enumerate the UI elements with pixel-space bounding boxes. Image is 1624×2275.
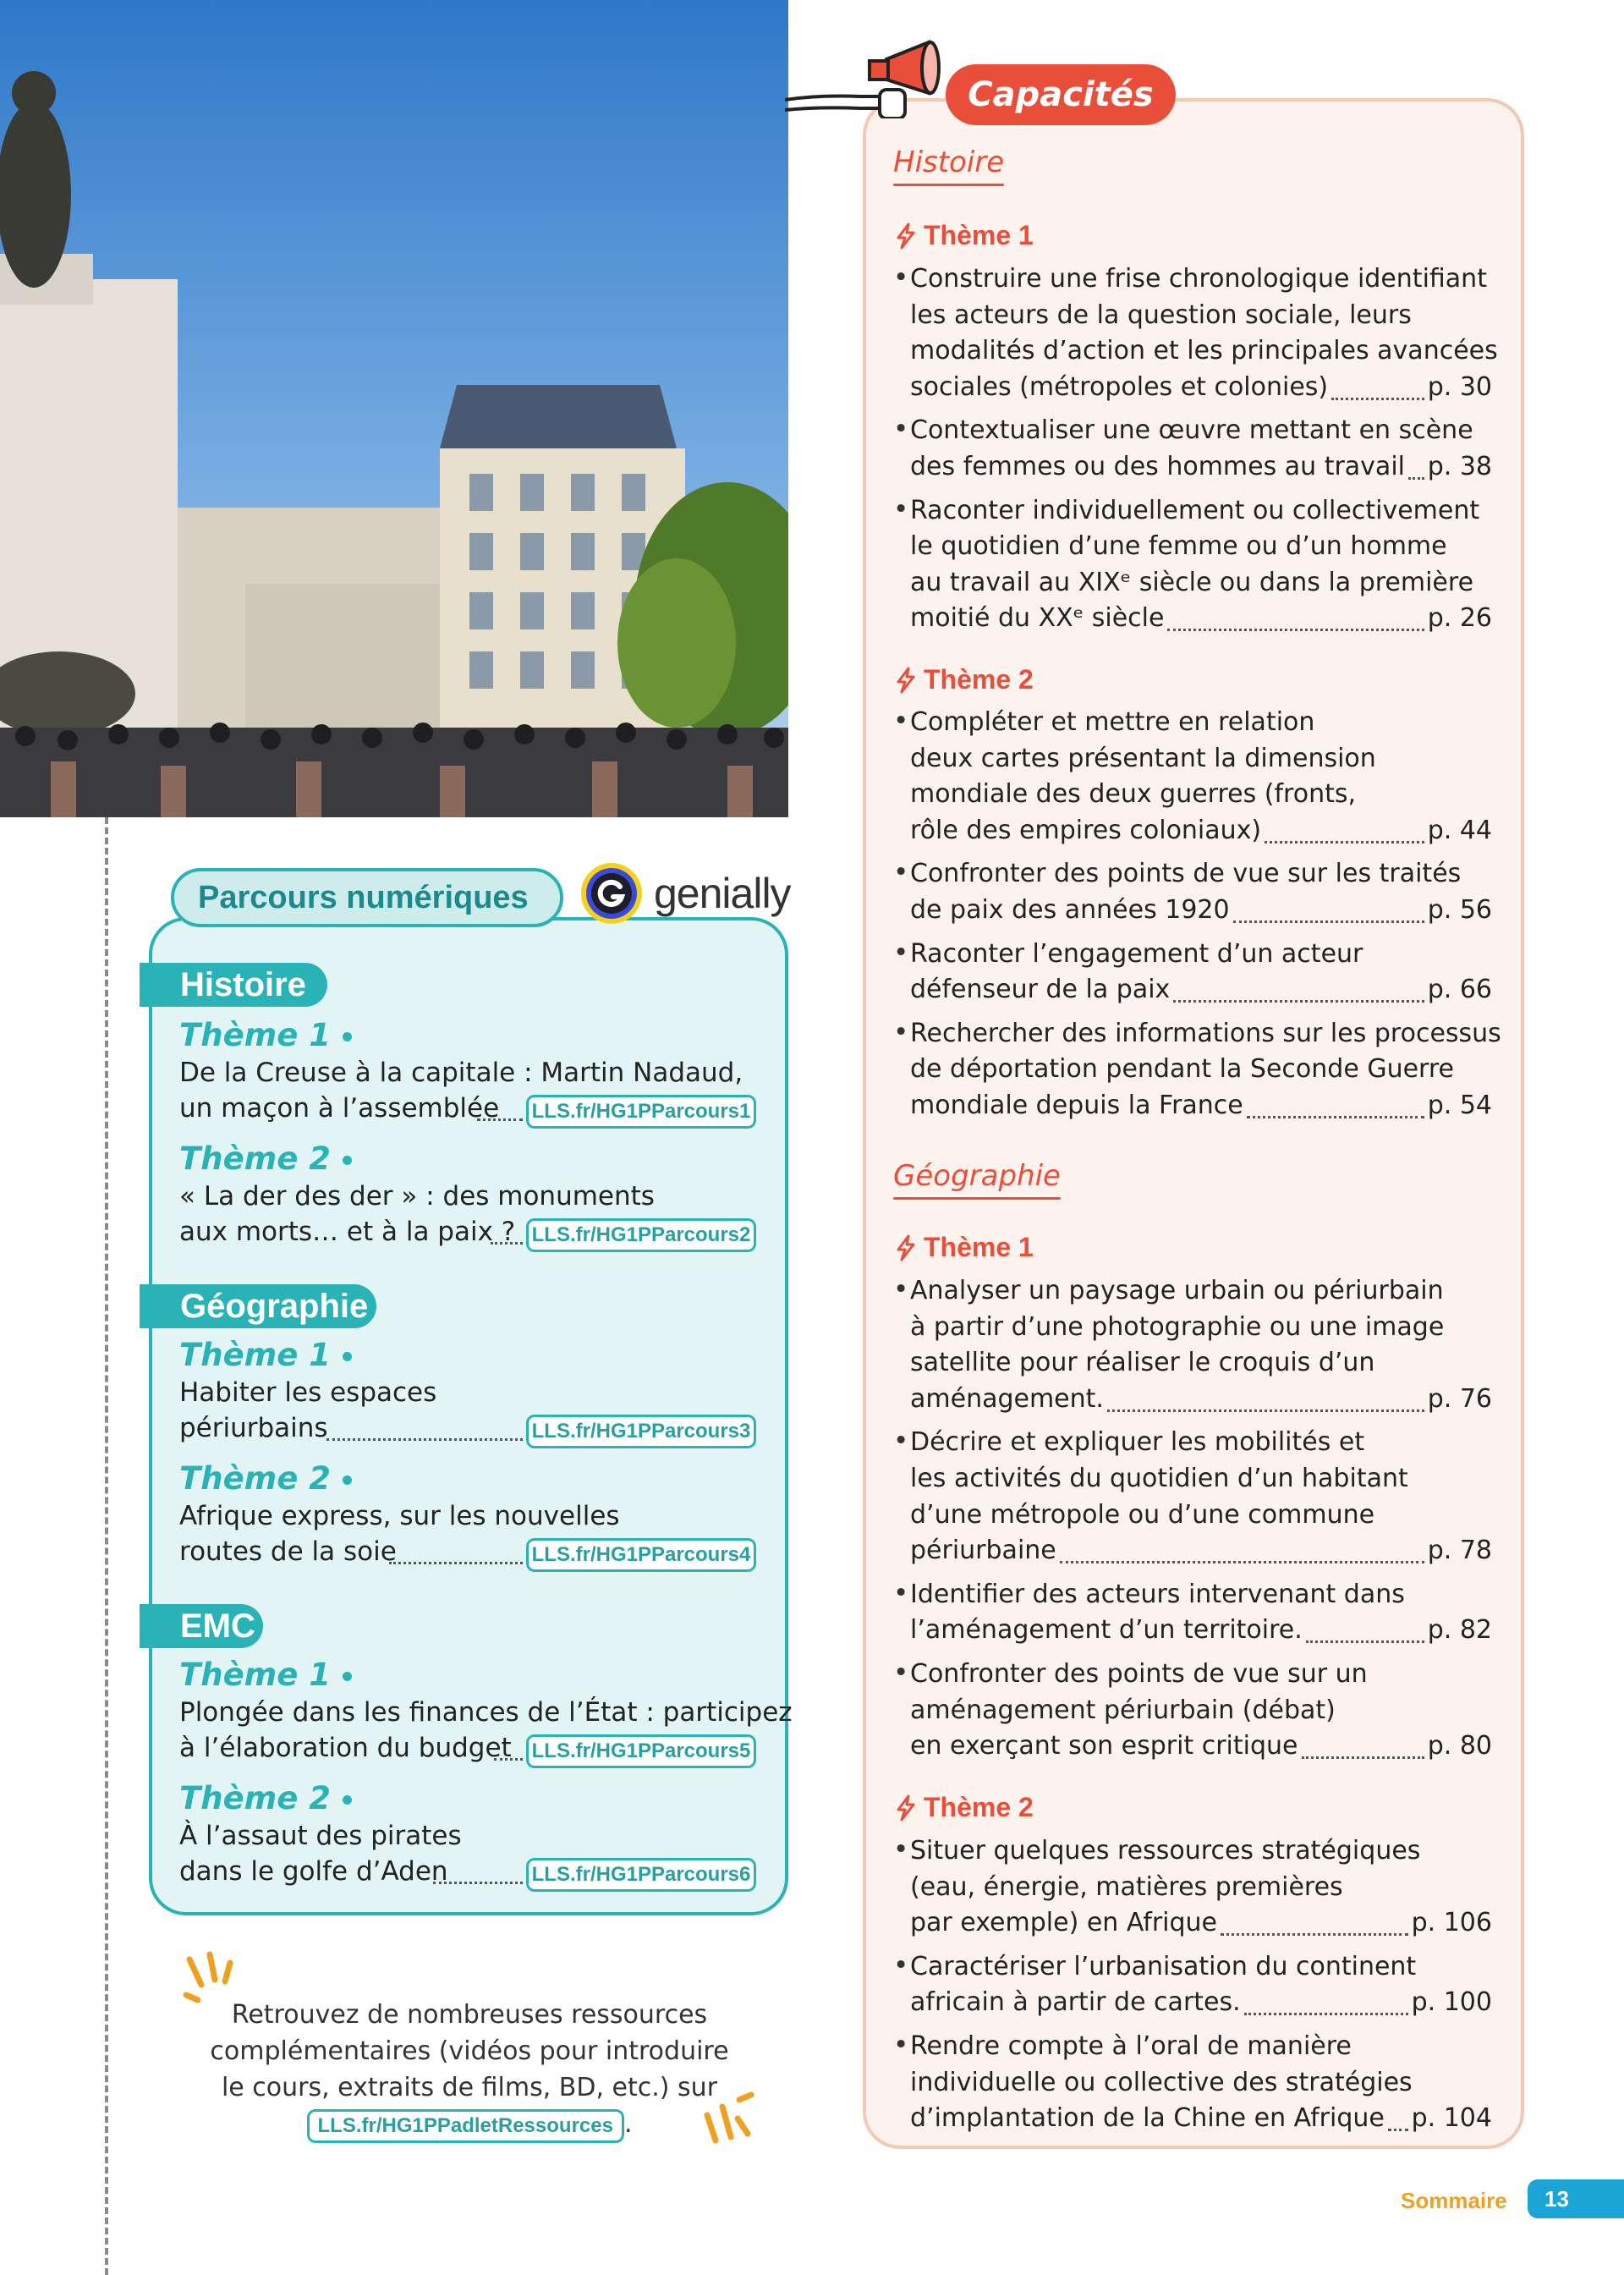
capacite-line: de paix des années 1920 — [910, 895, 1230, 925]
capacites-histoire-theme2: Thème 2 — [893, 664, 1034, 695]
capacites-geographie-theme2: Thème 2 — [893, 1792, 1034, 1823]
capacite-line: africain à partir de cartes. — [910, 1987, 1241, 2018]
leader-dots — [1265, 841, 1424, 844]
capacite-line: (eau, énergie, matières premières — [910, 1871, 1343, 1902]
dashed-margin-line — [105, 817, 108, 2275]
capacite-line: périurbaine — [910, 1536, 1056, 1566]
leader-dots — [1247, 1116, 1424, 1118]
capacite-line: l’aménagement d’un territoire. — [910, 1615, 1303, 1646]
capacite-line: Raconter individuellement ou collectivement — [910, 495, 1480, 525]
bullet: • — [893, 937, 909, 968]
parcours-emc-theme1-line1: Plongée dans les finances de l’État : participez — [179, 1697, 793, 1728]
leader-dots — [326, 1438, 523, 1441]
capacite-line: le quotidien d’une femme ou d’un homme — [910, 531, 1447, 562]
genially-icon — [579, 861, 644, 926]
note-line1: Retrouvez de nombreuses ressources — [231, 2000, 708, 2030]
padlet-link[interactable]: LLS.fr/HG1PPadletRessources — [307, 2109, 624, 2143]
capacite-line: Compléter et mettre en relation — [910, 707, 1315, 737]
leader-dots — [1233, 920, 1424, 923]
parcours-emc-theme1-line2: à l’élaboration du budget — [179, 1733, 512, 1763]
capacite-line: aménagement périurbain (débat) — [910, 1695, 1336, 1725]
parcours-link-5[interactable]: LLS.fr/HG1PParcours5 — [526, 1734, 756, 1768]
bullet: • — [893, 262, 909, 293]
parcours-link-2[interactable]: LLS.fr/HG1PParcours2 — [526, 1218, 756, 1252]
leader-dots — [494, 1758, 523, 1761]
capacites-title: Capacités — [946, 64, 1176, 125]
resources-note — [186, 1997, 753, 2143]
leader-dots — [389, 1562, 523, 1564]
parcours-geographie-theme2-line2: routes de la soie — [179, 1536, 397, 1567]
capacite-line: à partir d’une photographie ou une image — [910, 1311, 1445, 1342]
lightning-icon — [893, 1794, 919, 1822]
bullet: • — [893, 1426, 909, 1457]
capacite-line: moitié du XXᵉ siècle — [910, 603, 1165, 634]
capacite-line: d’implantation de la Chine en Afrique — [910, 2103, 1385, 2134]
bullet: • — [893, 493, 909, 525]
page-reference[interactable]: p. 80 — [1427, 1731, 1492, 1761]
capacite-line: mondiale depuis la France — [910, 1091, 1243, 1120]
parcours-histoire-theme1-line1: De la Creuse à la capitale : Martin Nadaud, — [179, 1058, 743, 1088]
leader-dots — [477, 1118, 523, 1121]
capacite-line: Rendre compte à l’oral de manière — [910, 2031, 1352, 2061]
parcours-histoire-label: Histoire — [140, 963, 327, 1007]
capacite-line: défenseur de la paix — [910, 975, 1171, 1005]
leader-dots — [491, 1242, 523, 1245]
leader-dots — [1388, 2129, 1408, 2131]
lightning-icon — [893, 667, 919, 694]
parcours-geographie-theme1: Thème 1 — [179, 1337, 352, 1373]
parcours-link-1[interactable]: LLS.fr/HG1PParcours1 — [526, 1095, 756, 1129]
capacite-line: Raconter l’engagement d’un acteur — [910, 938, 1363, 969]
capacites-geographie-label: Géographie — [893, 1159, 1061, 1193]
leader-dots — [1306, 1640, 1424, 1643]
parcours-title: Parcours numériques — [171, 868, 563, 927]
capacite-line: par exemple) en Afrique — [910, 1908, 1218, 1938]
capacite-line: Contextualiser une œuvre mettant en scène — [910, 415, 1473, 446]
bullet: • — [893, 857, 909, 888]
page-reference[interactable]: p. 56 — [1427, 895, 1492, 925]
parcours-histoire-theme1: Thème 1 — [179, 1017, 352, 1053]
capacite-line: les activités du quotidien d’un habitant — [910, 1464, 1408, 1493]
parcours-geographie-label: Géographie — [140, 1284, 376, 1328]
page-reference[interactable]: p. 26 — [1427, 603, 1492, 634]
leader-dots — [433, 1882, 523, 1884]
page-reference[interactable]: p. 82 — [1427, 1615, 1492, 1646]
parcours-geographie-theme1-line1: Habiter les espaces — [179, 1377, 437, 1408]
parcours-link-6[interactable]: LLS.fr/HG1PParcours6 — [526, 1858, 756, 1892]
leader-dots — [1167, 629, 1424, 631]
leader-dots — [1107, 1410, 1424, 1412]
capacite-line: les acteurs de la question sociale, leurs — [910, 299, 1412, 330]
parcours-emc-theme1: Thème 1 — [179, 1657, 352, 1693]
parcours-histoire-theme2: Thème 2 — [179, 1140, 352, 1177]
capacite-line: des femmes ou des hommes au travail — [910, 452, 1405, 481]
leader-dots — [1060, 1561, 1424, 1563]
capacite-line: en exerçant son esprit critique — [910, 1731, 1298, 1761]
megaphone-icon — [785, 34, 954, 118]
parcours-link-4[interactable]: LLS.fr/HG1PParcours4 — [526, 1538, 756, 1572]
parcours-histoire-theme2-line1: « La der des der » : des monuments — [179, 1181, 655, 1212]
capacite-line: rôle des empires coloniaux) — [910, 815, 1262, 845]
bullet: • — [893, 1274, 909, 1305]
bullet: • — [893, 1577, 909, 1608]
capacite-line: Rechercher des informations sur les processus — [910, 1018, 1501, 1048]
parcours-geographie-theme2: Thème 2 — [179, 1460, 352, 1497]
page-reference[interactable]: p. 54 — [1427, 1091, 1492, 1120]
leader-dots — [1331, 398, 1424, 400]
page-reference[interactable]: p. 44 — [1427, 815, 1492, 845]
capacite-line: Analyser un paysage urbain ou périurbain — [910, 1276, 1444, 1305]
leader-dots — [1244, 2013, 1408, 2015]
bullet: • — [893, 706, 909, 736]
parcours-link-3[interactable]: LLS.fr/HG1PParcours3 — [526, 1415, 756, 1448]
parcours-geographie-theme1-line2: périurbains — [179, 1413, 328, 1443]
parcours-emc-theme2-line1: À l’assaut des pirates — [179, 1821, 462, 1851]
page-reference[interactable]: p. 100 — [1411, 1987, 1492, 2018]
sparkle-icon — [697, 2090, 756, 2149]
capacite-line: modalités d’action et les principales avancées — [910, 336, 1498, 366]
note-line3: le cours, extraits de films, BD, etc.) sur — [221, 2073, 718, 2102]
parcours-emc-theme2: Thème 2 — [179, 1780, 352, 1816]
page-reference[interactable]: p. 30 — [1427, 371, 1492, 402]
capacite-line: individuelle ou collective des stratégies — [910, 2067, 1413, 2097]
capacite-line: au travail au XIXᵉ siècle ou dans la première — [910, 567, 1474, 597]
capacite-line: satellite pour réaliser le croquis d’un — [910, 1348, 1375, 1378]
leader-dots — [1221, 1933, 1408, 1936]
parcours-histoire-theme1-line2: un maçon à l’assemblée — [179, 1093, 500, 1124]
page-reference[interactable]: p. 106 — [1411, 1908, 1492, 1938]
page-number: 13 — [1528, 2179, 1624, 2218]
bullet: • — [893, 1657, 909, 1688]
note-line4 — [186, 2106, 753, 2143]
place-de-la-republique-photo — [0, 0, 788, 817]
page-reference[interactable]: p. 104 — [1411, 2103, 1492, 2134]
capacites-histoire-label: Histoire — [893, 146, 1004, 179]
parcours-histoire-theme2-line2: aux morts… et à la paix ? — [179, 1217, 516, 1247]
page-reference[interactable]: p. 38 — [1427, 452, 1492, 481]
genially-wordmark: genially — [654, 870, 791, 917]
capacite-line: deux cartes présentant la dimension — [910, 743, 1376, 773]
capacite-line: Identifier des acteurs intervenant dans — [910, 1579, 1405, 1609]
capacite-line: Décrire et expliquer les mobilités et — [910, 1427, 1365, 1458]
bullet: • — [893, 1016, 909, 1047]
capacite-line: Confronter des points de vue sur un — [910, 1659, 1368, 1689]
note-line2: complémentaires (vidéos pour introduire — [210, 2036, 729, 2066]
capacite-line: mondiale des deux guerres (fronts, — [910, 779, 1357, 810]
capacite-line: Confronter des points de vue sur les traités — [910, 859, 1462, 889]
page-reference[interactable]: p. 78 — [1427, 1536, 1492, 1566]
parcours-geographie-theme2-line1: Afrique express, sur les nouvelles — [179, 1501, 620, 1531]
capacite-line: Caractériser l’urbanisation du continent — [910, 1951, 1417, 1981]
bullet: • — [893, 1949, 909, 1981]
leader-dots — [1408, 477, 1424, 480]
page-reference[interactable]: p. 66 — [1427, 975, 1492, 1005]
capacites-geographie-theme1: Thème 1 — [893, 1232, 1034, 1263]
bullet: • — [893, 2030, 909, 2060]
capacites-histoire-theme1: Thème 1 — [893, 220, 1034, 251]
note-end: . — [623, 2109, 633, 2139]
parcours-emc-label: EMC — [140, 1604, 263, 1648]
lightning-icon — [893, 223, 919, 250]
footer-sommaire[interactable]: Sommaire — [1401, 2188, 1507, 2213]
parcours-emc-theme2-line2: dans le golfe d’Aden — [179, 1856, 448, 1887]
capacite-line: Construire une frise chronologique identifiant — [910, 264, 1487, 294]
capacite-line: sociales (métropoles et colonies) — [910, 371, 1329, 402]
bullet: • — [893, 414, 909, 445]
lightning-icon — [893, 1234, 919, 1261]
page-reference[interactable]: p. 76 — [1427, 1383, 1492, 1414]
capacite-line: Situer quelques ressources stratégiques — [910, 1836, 1421, 1866]
genially-logo — [579, 861, 791, 926]
bullet: • — [893, 1834, 909, 1865]
capacite-line: de déportation pendant la Seconde Guerre — [910, 1054, 1454, 1085]
leader-dots — [1302, 1756, 1424, 1759]
capacite-line: d’une métropole ou d’une commune — [910, 1499, 1375, 1530]
leader-dots — [1173, 1000, 1424, 1003]
capacite-line: aménagement. — [910, 1383, 1104, 1414]
